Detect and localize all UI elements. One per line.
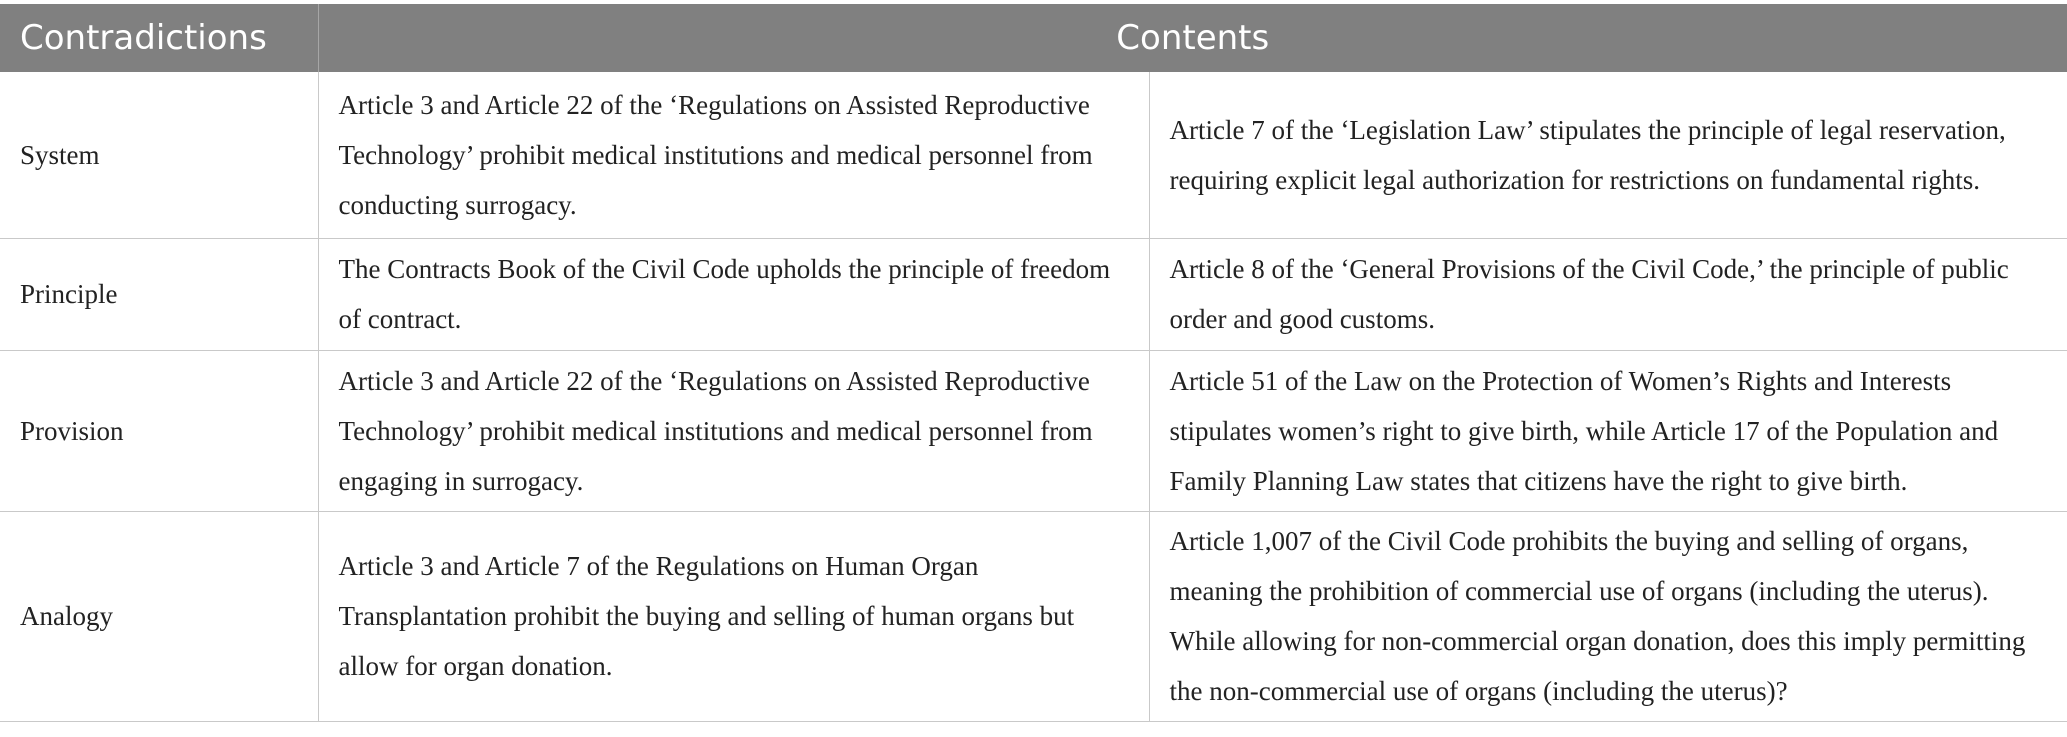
content-cell-left: Article 3 and Article 7 of the Regulations on Human Organ Transplantation prohibit the buying and selling of human organs but allow for organ donation. <box>318 511 1149 721</box>
header-contents: Contents <box>318 4 2067 72</box>
content-cell-right: Article 8 of the ‘General Provisions of the Civil Code,’ the principle of public order and good customs. <box>1149 238 2067 350</box>
content-cell-left: The Contracts Book of the Civil Code upholds the principle of freedom of contract. <box>318 238 1149 350</box>
row-label: Provision <box>0 350 318 511</box>
content-cell-left: Article 3 and Article 22 of the ‘Regulations on Assisted Reproductive Technology’ prohibit medical institutions and medical personnel from conducting surrogacy. <box>318 72 1149 238</box>
table-header-row <box>0 4 2067 72</box>
table-row <box>0 350 2067 511</box>
contradictions-table <box>0 4 2067 722</box>
content-cell-right: Article 51 of the Law on the Protection of Women’s Rights and Interests stipulates women’s right to give birth, while Article 17 of the Population and Family Planning Law states that citizens have the right to give birth. <box>1149 350 2067 511</box>
table-row <box>0 511 2067 721</box>
row-label: Analogy <box>0 511 318 721</box>
row-label: Principle <box>0 238 318 350</box>
contradictions-table-container <box>0 4 2067 722</box>
row-label: System <box>0 72 318 238</box>
content-cell-right: Article 1,007 of the Civil Code prohibits the buying and selling of organs, meaning the prohibition of commercial use of organs (including the uterus). While allowing for non-commercial organ donation, does this imply permitting the non-commercial use of organs (including the uterus)? <box>1149 511 2067 721</box>
table-row <box>0 72 2067 238</box>
content-cell-right: Article 7 of the ‘Legislation Law’ stipulates the principle of legal reservation, requiring explicit legal authorization for restrictions on fundamental rights. <box>1149 72 2067 238</box>
header-contradictions: Contradictions <box>0 4 318 72</box>
table-row <box>0 238 2067 350</box>
content-cell-left: Article 3 and Article 22 of the ‘Regulations on Assisted Reproductive Technology’ prohibit medical institutions and medical personnel from engaging in surrogacy. <box>318 350 1149 511</box>
